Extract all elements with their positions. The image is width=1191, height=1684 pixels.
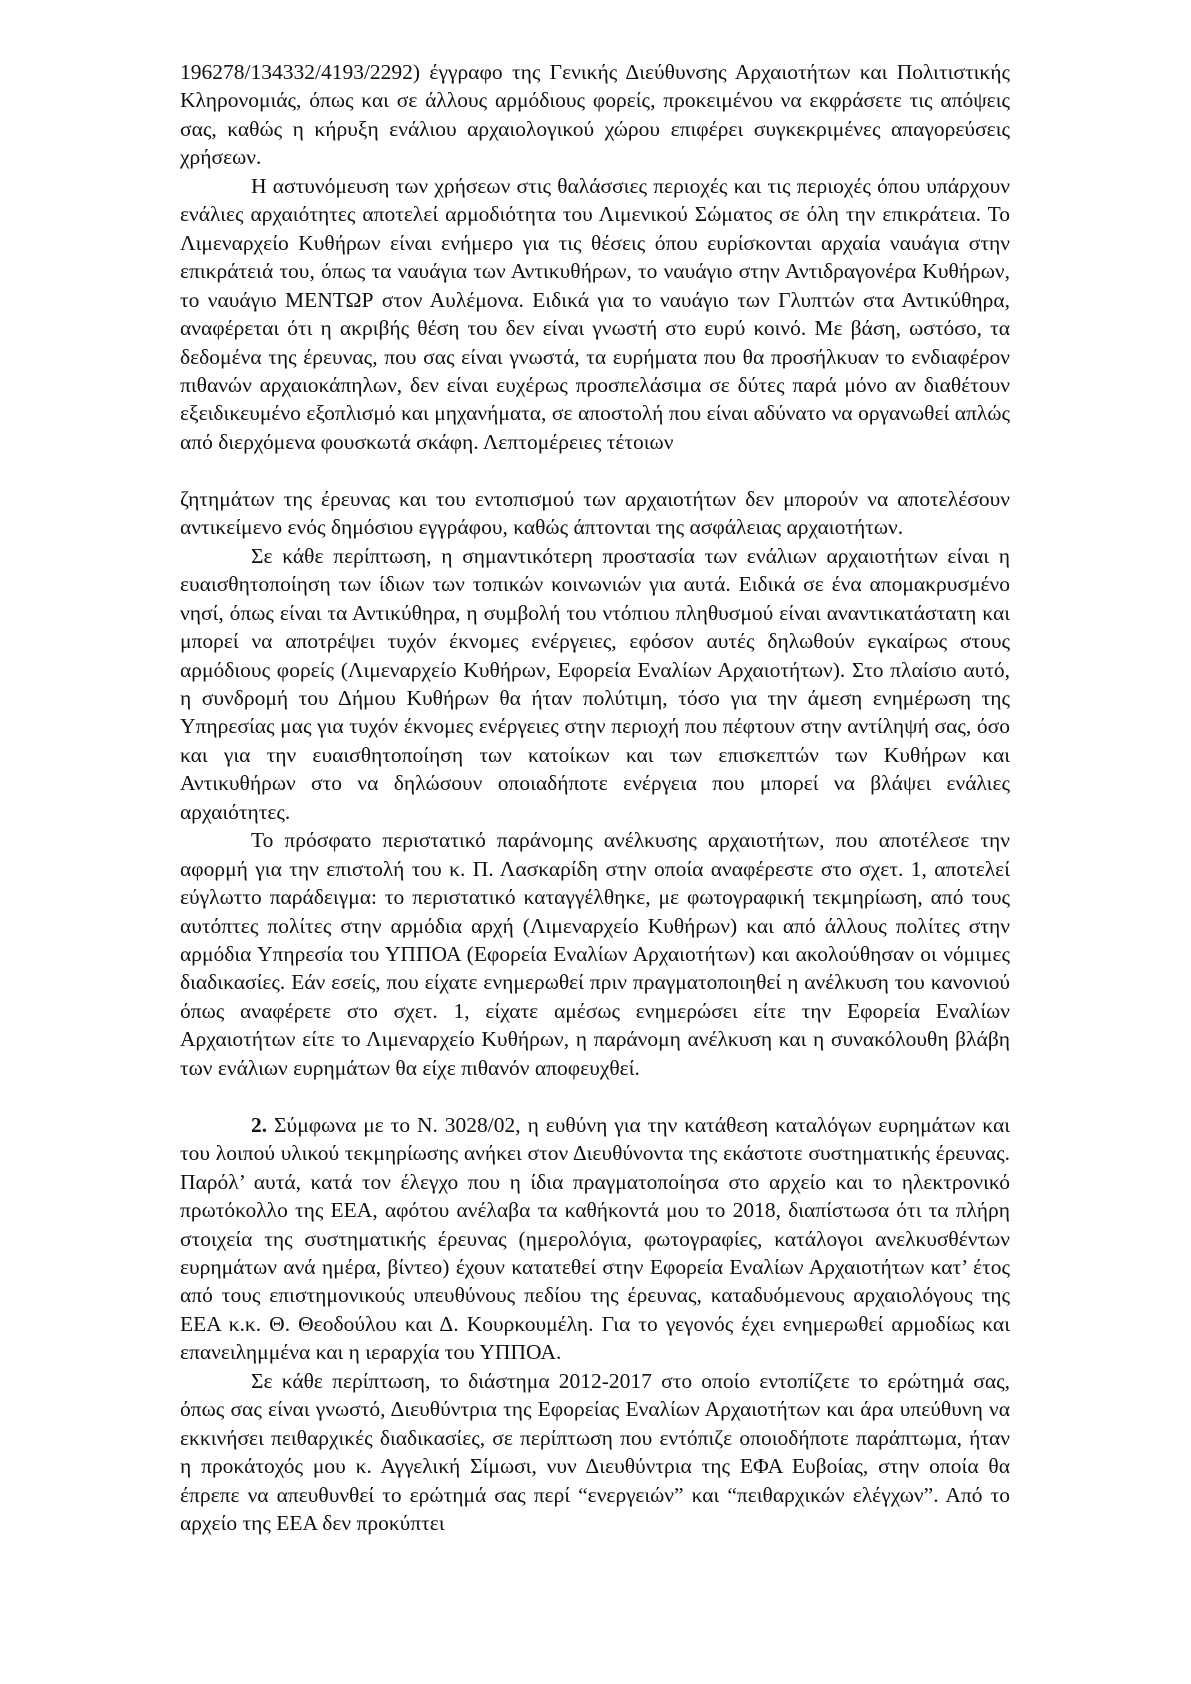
paragraph-local-awareness: Σε κάθε περίπτωση, η σημαντικότερη προστασία των ενάλιων αρχαιοτήτων είναι η ευαισθητοποίηση των ίδιων των τοπικών κοινωνιών για αυτά. Ειδικά σε ένα απομακρυσμένο νησί, όπως είναι τα Αντικύθηρα, η συμβολή του ντόπιου πληθυσμού είναι αναντικατάστατη και μπορεί να αποτρέψει τυχόν έκνομες ενέργειες, εφόσον αυτές δηλωθούν εγκαίρως στους αρμόδιους φορείς (Λιμεναρχείο Κυθήρων, Εφορεία Εναλίων Αρχαιοτήτων). Στο πλαίσιο αυτό, η συνδρομή του Δήμου Κυθήρων θα ήταν πολύτιμη, τόσο για την άμεση ενημέρωση της Υπηρεσίας μας για τυχόν έκνομες ενέργειες στην περιοχή που πέφτουν στην αντίληψή σας, όσο και για την ευαισθητοποίηση των κατοίκων και των επισκεπτών των Κυθήρων και Αντικυθήρων στο να δηλώσουν οποιαδήποτε ενέργεια που μπορεί να βλάψει ενάλιες αρχαιότητες.	[180, 543, 1010, 824]
document-page	[180, 58, 1010, 1538]
paragraph-coast-guard-policing: Η αστυνόμευση των χρήσεων στις θαλάσσιες περιοχές και τις περιοχές όπου υπάρχουν ενάλιες αρχαιότητες αποτελεί αρμοδιότητα του Λιμενικού Σώματος σε όλη την επικράτεια. Το Λιμεναρχείο Κυθήρων είναι ενήμερο για τις θέσεις όπου ευρίσκονται αρχαία ναυάγια στην επικράτειά του, όπως τα ναυάγια των Αντικυθήρων, το ναυάγιο στην Αντιδραγονέρα Κυθήρων, το ναυάγιο ΜΕΝΤΩΡ στον Αυλέμονα. Ειδικά για το ναυάγιο των Γλυπτών στα Αντικύθηρα, αναφέρεται ότι η ακριβής θέση του δεν είναι γνωστή στο ευρύ κοινό. Με βάση, ωστόσο, τα δεδομένα της έρευνας, που σας είναι γνωστά, τα ευρήματα που θα προσήλκυαν το ενδιαφέρον πιθανών αρχαιοκάπηλων, δεν είναι ευχέρως προσπελάσιμα σε δύτες παρά μόνο αν διαθέτουν εξειδικευμένο εξοπλισμό και μηχανήματα, σε αποστολή που είναι αδύνατο να οργανωθεί απλώς από διερχόμενα φουσκωτά σκάφη. Λεπτομέρειες τέτοιων	[180, 173, 1010, 454]
page-break-gap	[180, 456, 1010, 484]
paragraph-research-details: ζητημάτων της έρευνας και του εντοπισμού των αρχαιοτήτων δεν μπορούν να αποτελέσουν αντικείμενο ενός δημόσιου εγγράφου, καθώς άπτονται της ασφάλειας αρχαιοτήτων.	[180, 486, 1010, 540]
paragraph-recent-incident: Το πρόσφατο περιστατικό παράνομης ανέλκυσης αρχαιοτήτων, που αποτέλεσε την αφορμή για την επιστολή του κ. Π. Λασκαρίδη στην οποία αναφέρεστε στο σχετ. 1, αποτελεί εύγλωττο παράδειγμα: το περιστατικό καταγγέλθηκε, με φωτογραφική τεκμηρίωση, από τους αυτόπτες πολίτες στην αρμόδια αρχή (Λιμεναρχείο Κυθήρων) και από άλλους πολίτες στην αρμόδια Υπηρεσία του ΥΠΠΟΑ (Εφορεία Εναλίων Αρχαιοτήτων) και ακολούθησαν οι νόμιμες διαδικασίες. Εάν εσείς, που είχατε ενημερωθεί πριν πραγματοποιηθεί η ανέλκυση του κανονιού όπως αναφέρετε στο σχετ. 1, είχατε αμέσως ενημερώσει είτε την Εφορεία Εναλίων Αρχαιοτήτων είτε το Λιμεναρχείο Κυθήρων, η παράνομη ανέλκυση και η συνακόλουθη βλάβη των ενάλιων ευρημάτων θα είχε πιθανόν αποφευχθεί.	[180, 828, 1010, 1080]
section-2-text: Σύμφωνα με το Ν. 3028/02, η ευθύνη για την κατάθεση καταλόγων ευρημάτων και του λοιπού υλικού τεκμηρίωσης ανήκει στον Διευθύνοντα της εκάστοτε συστηματικής έρευνας. Παρόλ’ αυτά, κατά τον έλεγχο που η ίδια πραγματοποίησα στο αρχείο και το ηλεκτρονικό πρωτόκολλο της ΕΕΑ, αφότου ανέλαβα τα καθήκοντά μου το 2018, διαπίστωσα ότι τα πλήρη στοιχεία της συστηματικής έρευνας (ημερολόγια, φωτογραφίες, κατάλογοι ανελκυσθέντων ευρημάτων ανά ημέρα, βίντεο) έχουν κατατεθεί στην Εφορεία Εναλίων Αρχαιοτήτων κατ’ έτος από τους επιστημονικούς υπευθύνους πεδίου της έρευνας, καταδυόμενους αρχαιολόγους της ΕΕΑ κ.κ. Θ. Θεοδούλου και Δ. Κουρκουμέλη. Για το γεγονός έχει ενημερωθεί αρμοδίως και επανειλημμένα και η ιεραρχία του ΥΠΠΟΑ.	[180, 1112, 1010, 1365]
section-gap	[180, 1082, 1010, 1110]
paragraph-section-2	[180, 1111, 1010, 1367]
paragraph-continuation-ref: 196278/134332/4193/2292) έγγραφο της Γενικής Διεύθυνσης Αρχαιοτήτων και Πολιτιστικής Κληρονομιάς, όπως και σε άλλους αρμόδιους φορείς, προκειμένου να εκφράσετε τις απόψεις σας, καθώς η κήρυξη ενάλιου αρχαιολογικού χώρου επιφέρει συγκεκριμένες απαγορεύσεις χρήσεων.	[180, 60, 1010, 170]
paragraph-2012-2017-period: Σε κάθε περίπτωση, το διάστημα 2012-2017 στο οποίο εντοπίζετε το ερώτημά σας, όπως σας είναι γνωστό, Διευθύντρια της Εφορείας Εναλίων Αρχαιοτήτων και άρα υπεύθυνη να εκκινήσει πειθαρχικές διαδικασίες, σε περίπτωση που εντόπιζε οποιοδήποτε παράπτωμα, ήταν η προκάτοχός μου κ. Αγγελική Σίμωσι, νυν Διευθύντρια της ΕΦΑ Ευβοίας, στην οποία θα έπρεπε να απευθυνθεί το ερώτημά σας περί “ενεργειών” και “πειθαρχικών ελέγχων”. Από το αρχείο της ΕΕΑ δεν προκύπτει	[180, 1368, 1010, 1536]
section-number: 2.	[251, 1112, 268, 1137]
